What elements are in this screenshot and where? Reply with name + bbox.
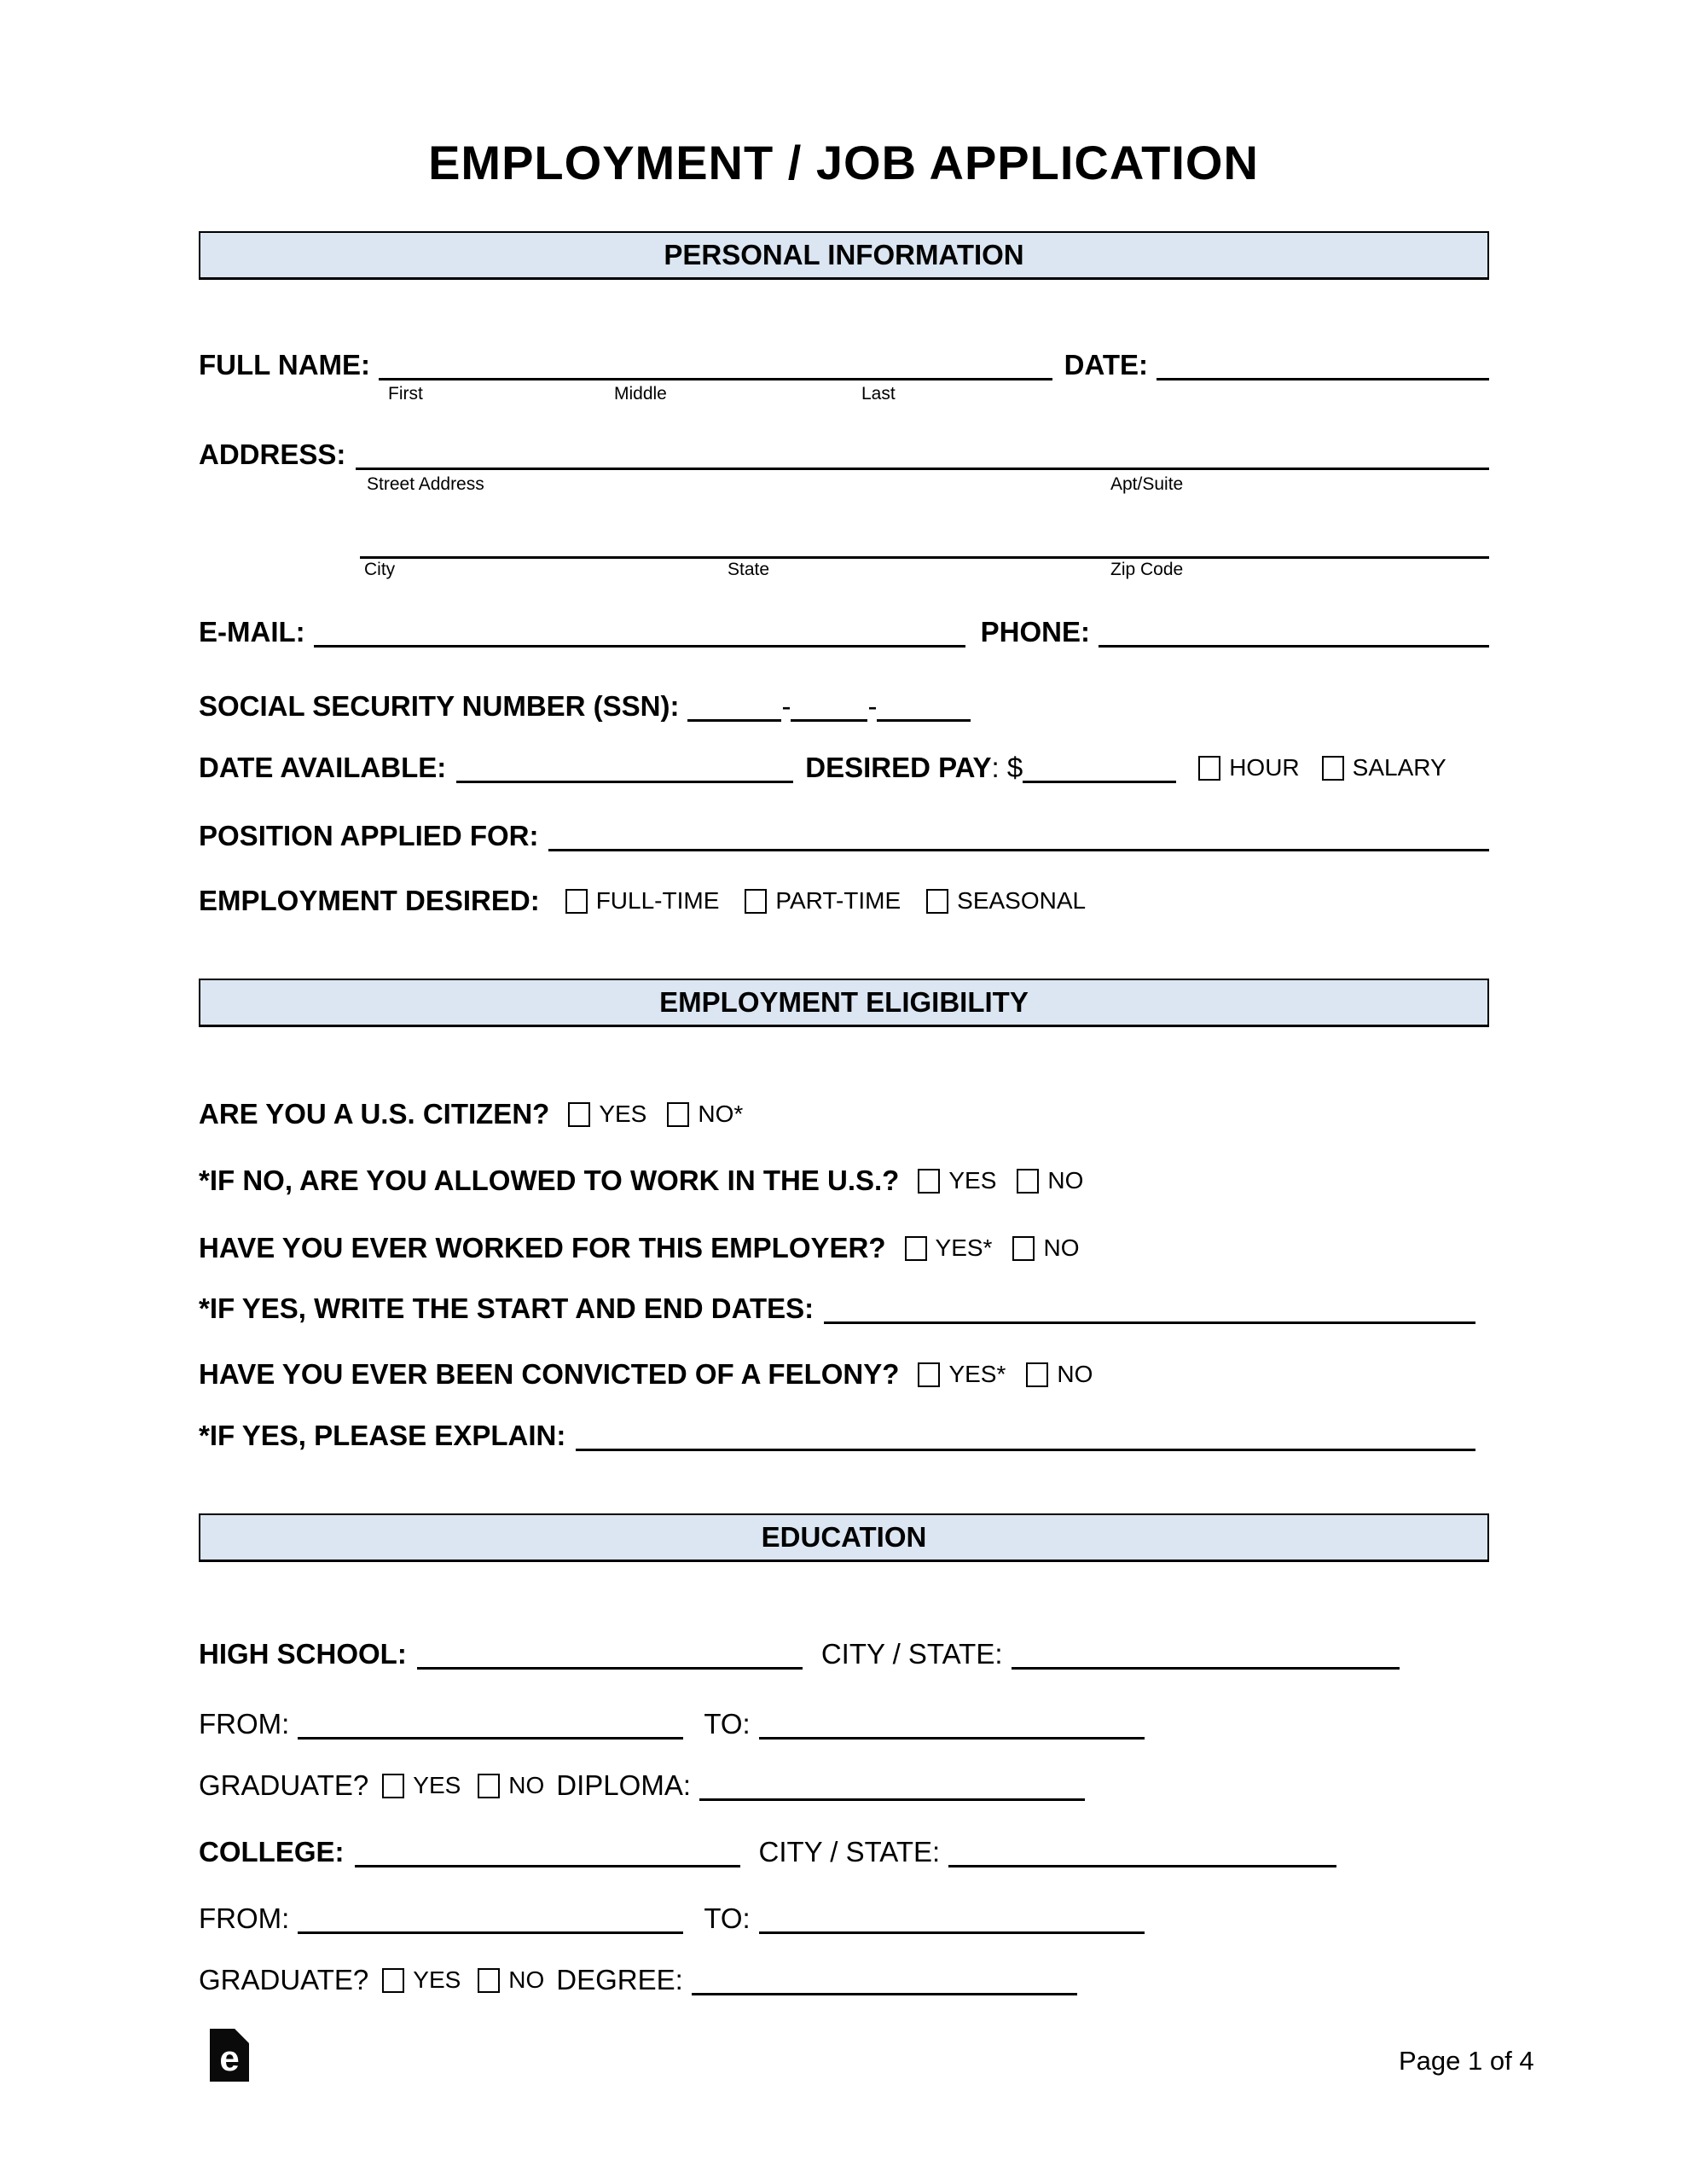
start-end-dates-row — [199, 1287, 1489, 1324]
high-school-dates-row — [199, 1702, 1489, 1740]
ssn-dash-2: - — [867, 689, 878, 722]
salary-option-label: SALARY — [1352, 754, 1446, 781]
felony-explain-row — [199, 1414, 1489, 1451]
employment-desired-row — [199, 879, 1489, 916]
high-school-from-label: FROM: — [199, 1707, 290, 1740]
address-label: ADDRESS: — [199, 438, 346, 470]
street-address-sublabel: Street Address — [367, 474, 484, 494]
hs-graduate-yes-checkbox-icon[interactable] — [382, 1774, 404, 1798]
phone-label: PHONE: — [980, 615, 1090, 648]
worked-no-option-label: NO — [1043, 1234, 1080, 1261]
ssn-field-line-1[interactable] — [687, 684, 781, 722]
college-to-label: TO: — [704, 1902, 751, 1934]
high-school-row — [199, 1632, 1489, 1670]
page-title: EMPLOYMENT / JOB APPLICATION — [428, 136, 1259, 189]
eforms-logo-icon — [210, 2029, 249, 2082]
section-header-employment-eligibility — [199, 979, 1489, 1027]
phone-field-line[interactable] — [1099, 610, 1489, 648]
full-name-row — [199, 343, 1489, 380]
desired-pay-field-line[interactable] — [1023, 746, 1176, 783]
felony-no-checkbox-icon[interactable] — [1026, 1362, 1048, 1387]
seasonal-option-label: SEASONAL — [957, 887, 1087, 914]
zip-code-sublabel: Zip Code — [1110, 560, 1184, 579]
section-header-education-label: EDUCATION — [761, 1521, 927, 1553]
citizen-yes-option[interactable] — [568, 1101, 646, 1130]
allowed-to-work-question-label: *IF NO, ARE YOU ALLOWED TO WORK IN THE U.S.? — [199, 1164, 900, 1196]
part-time-option[interactable] — [745, 887, 901, 916]
degree-field-line[interactable] — [692, 1958, 1077, 1995]
ssn-dash-1: - — [781, 689, 791, 722]
seasonal-option[interactable] — [926, 887, 1086, 916]
part-time-checkbox-icon[interactable] — [745, 889, 767, 914]
college-graduate-yes-checkbox-icon[interactable] — [382, 1968, 404, 1993]
college-graduate-yes-option-label: YES — [413, 1966, 461, 1993]
diploma-field-line[interactable] — [699, 1763, 1085, 1801]
page-number: Page 1 of 4 — [1399, 2046, 1534, 2076]
address-row — [199, 433, 1489, 470]
allowed-yes-checkbox-icon[interactable] — [918, 1169, 940, 1194]
worked-no-checkbox-icon[interactable] — [1012, 1236, 1035, 1261]
felony-no-option[interactable] — [1026, 1361, 1093, 1390]
hs-graduate-yes-option-label: YES — [413, 1772, 461, 1798]
address-row-2 — [199, 521, 1489, 559]
ssn-row — [199, 684, 1489, 722]
eforms-logo-letter: e — [219, 2038, 240, 2078]
date-available-label: DATE AVAILABLE: — [199, 751, 447, 783]
felony-question-label: HAVE YOU EVER BEEN CONVICTED OF A FELONY? — [199, 1357, 900, 1390]
hour-option[interactable] — [1198, 754, 1299, 783]
full-time-checkbox-icon[interactable] — [565, 889, 588, 914]
position-row — [199, 814, 1489, 851]
college-city-state-label: CITY / STATE: — [758, 1835, 941, 1867]
college-graduate-no-option[interactable] — [478, 1966, 544, 1995]
college-to-field-line[interactable] — [759, 1896, 1145, 1934]
email-field-line[interactable] — [314, 610, 965, 648]
citizen-no-option-label: NO* — [698, 1101, 744, 1127]
allowed-yes-option[interactable] — [918, 1167, 996, 1196]
hs-graduate-no-option-label: NO — [508, 1772, 545, 1798]
felony-yes-checkbox-icon[interactable] — [918, 1362, 940, 1387]
college-label: COLLEGE: — [199, 1835, 345, 1867]
college-from-field-line[interactable] — [298, 1896, 683, 1934]
state-sublabel: State — [728, 560, 770, 579]
full-name-field-line[interactable] — [379, 343, 1052, 380]
felony-question-row — [199, 1352, 1489, 1390]
first-name-sublabel: First — [388, 384, 423, 404]
college-graduate-yes-option[interactable] — [382, 1966, 461, 1995]
hs-graduate-no-checkbox-icon[interactable] — [478, 1774, 500, 1798]
email-phone-row — [199, 610, 1489, 648]
college-from-label: FROM: — [199, 1902, 290, 1934]
part-time-option-label: PART-TIME — [775, 887, 901, 914]
citizen-question-row — [199, 1092, 1489, 1130]
position-applied-for-label: POSITION APPLIED FOR: — [199, 819, 539, 851]
allowed-to-work-question-row — [199, 1159, 1489, 1196]
allowed-yes-option-label: YES — [948, 1167, 997, 1194]
start-end-dates-label: *IF YES, WRITE THE START AND END DATES: — [199, 1292, 815, 1324]
high-school-label: HIGH SCHOOL: — [199, 1637, 407, 1670]
high-school-graduate-label: GRADUATE? — [199, 1769, 369, 1801]
citizen-question-label: ARE YOU A U.S. CITIZEN? — [199, 1097, 550, 1130]
section-header-education — [199, 1513, 1489, 1562]
allowed-no-option-label: NO — [1047, 1167, 1084, 1194]
date-field-line[interactable] — [1157, 343, 1489, 380]
allowed-no-checkbox-icon[interactable] — [1017, 1169, 1039, 1194]
ssn-field-line-2[interactable] — [791, 684, 867, 722]
college-field-line[interactable] — [355, 1830, 740, 1867]
high-school-graduate-row — [199, 1763, 1489, 1801]
section-header-personal-information-label: PERSONAL INFORMATION — [664, 239, 1024, 270]
street-address-field-line[interactable] — [356, 433, 1489, 470]
hour-option-label: HOUR — [1229, 754, 1300, 781]
apt-suite-sublabel: Apt/Suite — [1110, 474, 1184, 494]
college-graduate-no-checkbox-icon[interactable] — [478, 1968, 500, 1993]
worked-no-option[interactable] — [1012, 1234, 1079, 1263]
full-name-label: FULL NAME: — [199, 348, 371, 380]
hs-graduate-no-option[interactable] — [478, 1772, 544, 1801]
salary-option[interactable] — [1322, 754, 1446, 783]
employment-desired-label: EMPLOYMENT DESIRED: — [199, 884, 540, 916]
worked-before-question-label: HAVE YOU EVER WORKED FOR THIS EMPLOYER? — [199, 1231, 886, 1263]
date-available-field-line[interactable] — [456, 746, 793, 783]
allowed-no-option[interactable] — [1017, 1167, 1083, 1196]
ssn-field-line-3[interactable] — [877, 684, 971, 722]
section-header-employment-eligibility-label: EMPLOYMENT ELIGIBILITY — [659, 986, 1029, 1018]
salary-checkbox-icon[interactable] — [1322, 756, 1344, 781]
seasonal-checkbox-icon[interactable] — [926, 889, 948, 914]
full-time-option-label: FULL-TIME — [595, 887, 720, 914]
high-school-to-field-line[interactable] — [759, 1702, 1145, 1740]
felony-yes-option-label: YES* — [948, 1361, 1006, 1387]
felony-explain-label: *IF YES, PLEASE EXPLAIN: — [199, 1419, 566, 1451]
position-field-line[interactable] — [548, 814, 1489, 851]
city-state-zip-field-line[interactable] — [360, 521, 1489, 559]
worked-before-question-row — [199, 1226, 1489, 1263]
high-school-field-line[interactable] — [417, 1632, 803, 1670]
full-time-option[interactable] — [565, 887, 720, 916]
start-end-dates-field-line[interactable] — [824, 1287, 1475, 1324]
date-available-pay-row — [199, 746, 1489, 783]
high-school-city-state-label: CITY / STATE: — [820, 1637, 1003, 1670]
hour-checkbox-icon[interactable] — [1198, 756, 1220, 781]
desired-pay-label: DESIRED PAY — [805, 751, 992, 783]
last-name-sublabel: Last — [861, 384, 896, 404]
citizen-no-checkbox-icon[interactable] — [667, 1102, 689, 1127]
worked-yes-option[interactable] — [905, 1234, 993, 1263]
section-header-personal-information — [199, 231, 1489, 280]
date-label: DATE: — [1064, 348, 1148, 380]
college-dates-row — [199, 1896, 1489, 1934]
city-sublabel: City — [364, 560, 396, 579]
college-graduate-row — [199, 1958, 1489, 1995]
degree-label: DEGREE: — [556, 1963, 683, 1995]
college-graduate-label: GRADUATE? — [199, 1963, 369, 1995]
citizen-yes-checkbox-icon[interactable] — [568, 1102, 590, 1127]
high-school-city-state-field-line[interactable] — [1012, 1632, 1400, 1670]
felony-explain-field-line[interactable] — [576, 1414, 1475, 1451]
felony-yes-option[interactable] — [918, 1361, 1006, 1390]
high-school-to-label: TO: — [704, 1707, 751, 1740]
diploma-label: DIPLOMA: — [556, 1769, 691, 1801]
college-row — [199, 1830, 1489, 1867]
felony-no-option-label: NO — [1057, 1361, 1093, 1387]
college-graduate-no-option-label: NO — [508, 1966, 545, 1993]
desired-pay-dollar-prefix: : $ — [991, 751, 1023, 783]
high-school-from-field-line[interactable] — [298, 1702, 683, 1740]
citizen-no-option[interactable] — [667, 1101, 743, 1130]
worked-yes-checkbox-icon[interactable] — [905, 1236, 927, 1261]
middle-name-sublabel: Middle — [614, 384, 667, 404]
email-label: E-MAIL: — [199, 615, 305, 648]
worked-yes-option-label: YES* — [935, 1234, 993, 1261]
hs-graduate-yes-option[interactable] — [382, 1772, 461, 1801]
college-city-state-field-line[interactable] — [948, 1830, 1336, 1867]
citizen-yes-option-label: YES — [599, 1101, 647, 1127]
ssn-label: SOCIAL SECURITY NUMBER (SSN): — [199, 689, 680, 722]
